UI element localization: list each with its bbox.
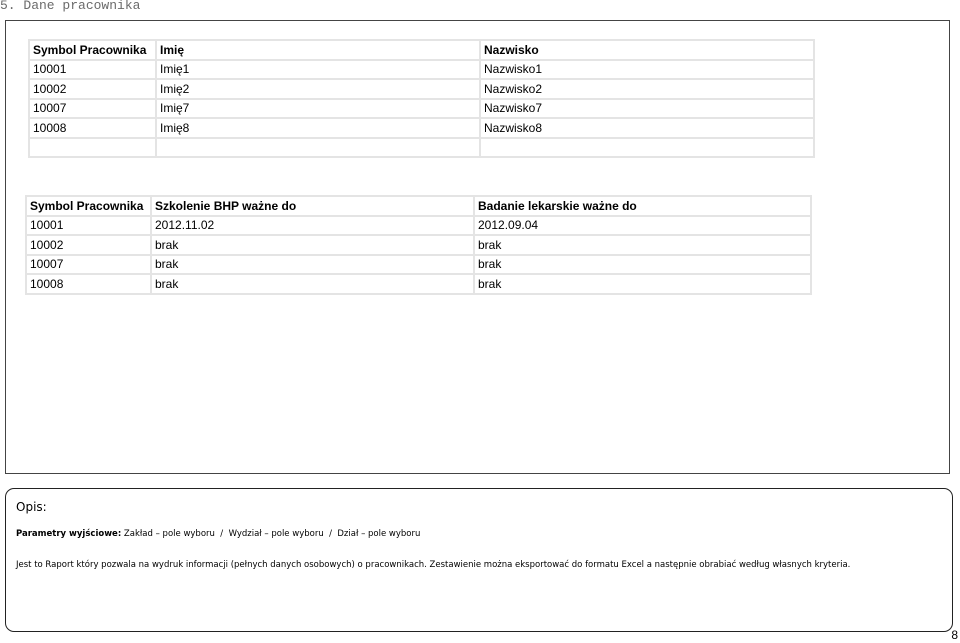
output-parameters [16,529,420,539]
page-heading: 5. Dane pracownika [0,0,141,13]
report-description: Jest to Raport który pozwala na wydruk informacji (pełnych danych osobowych) o pracownikach. Zestawienie można eksportować do formatu Excel a następnie obrabiać według własnych kryteria. [16,560,851,570]
table-header-row [30,41,813,59]
table-cell: brak [152,236,473,254]
table-cell: brak [475,256,810,274]
column-header: Symbol Pracownika [30,41,155,59]
table-row [27,275,810,293]
output-parameters-label: Parametry wyjściowe: [16,529,122,539]
table-cell: Imię8 [157,119,479,137]
column-header: Szkolenie BHP ważne do [152,197,473,215]
employee-names-table [28,39,815,158]
column-header: Imię [157,41,479,59]
table-cell: Nazwisko7 [481,100,813,118]
table-cell: brak [475,236,810,254]
table-row [27,236,810,254]
description-box [5,488,953,632]
table-cell: Nazwisko2 [481,80,813,98]
table-cell: 10008 [30,119,155,137]
table-row [27,217,810,235]
table-cell: Nazwisko1 [481,61,813,79]
table-cell: 10002 [30,80,155,98]
table-cell: 2012.09.04 [475,217,810,235]
table-cell: Imię2 [157,80,479,98]
table-row [27,256,810,274]
table-cell: Imię7 [157,100,479,118]
column-header: Badanie lekarskie ważne do [475,197,810,215]
table-cell: 10001 [30,61,155,79]
table-row [30,80,813,98]
output-parameters-text: Zakład – pole wyboru / Wydział – pole wyboru / Dział – pole wyboru [123,529,421,539]
table-row [30,61,813,79]
column-header: Symbol Pracownika [27,197,150,215]
column-header: Nazwisko [481,41,813,59]
table-cell: Nazwisko8 [481,119,813,137]
table-cell: 10007 [27,256,150,274]
table-row [30,100,813,118]
table-cell: 10007 [30,100,155,118]
table-cell: 10001 [27,217,150,235]
table-cell: brak [475,275,810,293]
table-cell: Imię1 [157,61,479,79]
description-title: Opis: [16,500,47,514]
table-cell: 10008 [27,275,150,293]
employee-certificates-table [25,195,812,295]
table-cell: 10002 [27,236,150,254]
page-number: 8 [951,628,958,642]
table-cell: brak [152,256,473,274]
table-cell: brak [152,275,473,293]
table-row [30,119,813,137]
table-cell: 2012.11.02 [152,217,473,235]
table-row-empty [30,139,813,157]
table-header-row [27,197,810,215]
